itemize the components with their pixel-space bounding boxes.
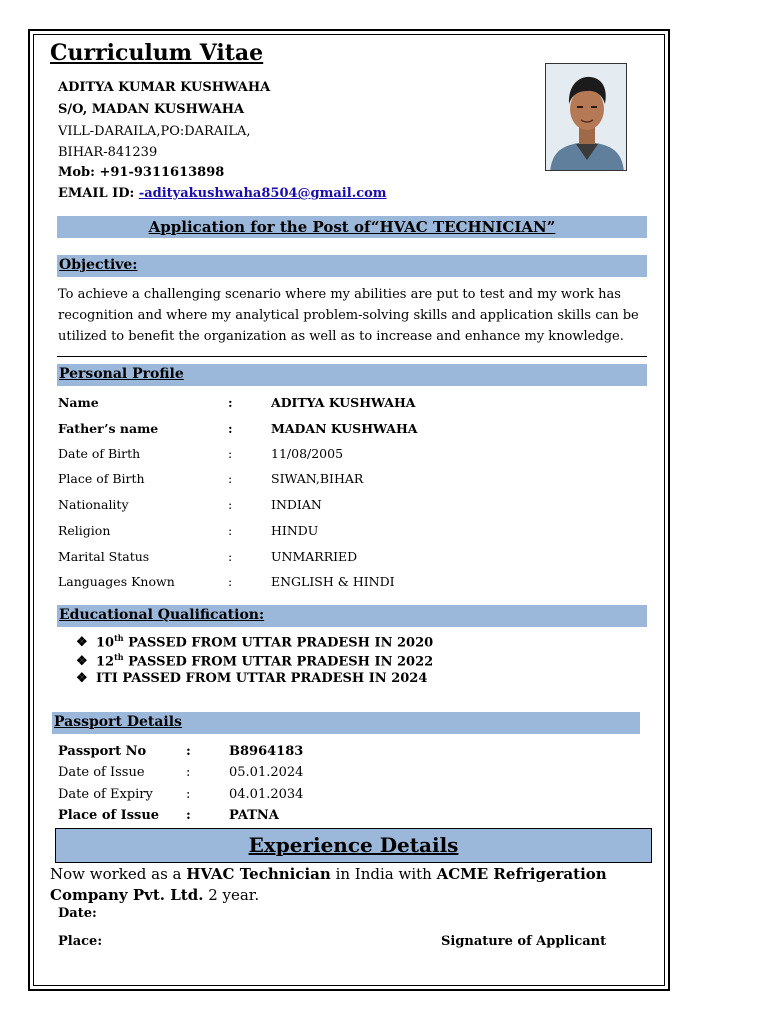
- diamond-bullet-icon: ❖: [76, 654, 88, 670]
- profile-value: HINDU: [271, 523, 319, 538]
- profile-label: Religion: [58, 523, 111, 538]
- profile-value: 11/08/2005: [271, 446, 344, 461]
- passport-value: 05.01.2024: [229, 765, 304, 780]
- passport-label: Passport No: [58, 744, 147, 759]
- application-title: Application for the Post of“HVAC TECHNICIAN”: [148, 218, 556, 236]
- signature-label: Signature of Applicant: [441, 934, 607, 949]
- profile-value: ADITYA KUSHWAHA: [271, 395, 416, 410]
- passport-heading: Passport Details: [54, 714, 182, 730]
- education-bar: [57, 605, 647, 627]
- profile-photo: [545, 63, 627, 171]
- application-banner: [57, 216, 647, 238]
- father-line: S/O, MADAN KUSHWAHA: [58, 102, 245, 117]
- profile-label: Languages Known: [58, 574, 175, 589]
- objective-heading: Objective:: [59, 257, 138, 273]
- passport-value: 04.01.2034: [229, 787, 304, 802]
- profile-colon: :: [228, 446, 233, 461]
- profile-label: Date of Birth: [58, 446, 141, 461]
- passport-value: PATNA: [229, 808, 279, 823]
- place-label: Place:: [58, 934, 103, 949]
- diamond-bullet-icon: ❖: [76, 635, 88, 651]
- profile-value: INDIAN: [271, 497, 322, 512]
- experience-heading: Experience Details: [248, 833, 459, 857]
- passport-label: Date of Issue: [58, 765, 145, 780]
- passport-bar: [52, 712, 640, 734]
- profile-colon: :: [228, 549, 233, 564]
- passport-value: B8964183: [229, 744, 304, 759]
- mobile-line: Mob: +91-9311613898: [58, 165, 225, 180]
- address-line-1: VILL-DARAILA,PO:DARAILA,: [58, 124, 251, 139]
- profile-label: Father’s name: [58, 421, 159, 436]
- profile-label: Marital Status: [58, 549, 150, 564]
- profile-label: Place of Birth: [58, 471, 145, 486]
- objective-text: To achieve a challenging scenario where my abilities are put to test and my work has recognition and where my analytical problem-solving skills and application skills can be utilized to benefit the organization as well as to increase and enhance my knowledge.: [58, 287, 639, 344]
- personal-profile-heading: Personal Profile: [59, 366, 184, 382]
- profile-colon: :: [228, 471, 233, 486]
- profile-colon: :: [228, 395, 233, 410]
- passport-colon: :: [186, 808, 191, 823]
- profile-colon: :: [228, 421, 233, 436]
- email-link[interactable]: -adityakushwaha8504@gmail.com: [138, 186, 387, 201]
- email-line: [58, 186, 387, 201]
- profile-value: SIWAN,BIHAR: [271, 471, 364, 486]
- passport-colon: :: [186, 765, 191, 780]
- address-line-2: BIHAR-841239: [58, 145, 158, 160]
- passport-colon: :: [186, 787, 191, 802]
- profile-label: Nationality: [58, 497, 129, 512]
- profile-value: UNMARRIED: [271, 549, 358, 564]
- profile-label: Name: [58, 395, 99, 410]
- education-heading: Educational Qualification:: [59, 607, 265, 623]
- personal-profile-bar: [57, 364, 647, 386]
- experience-text: Now worked as a HVAC Technician in India with ACME Refrigeration Company Pvt. Ltd. 2 year.: [50, 865, 607, 904]
- date-label: Date:: [58, 906, 97, 921]
- education-item: ❖ 10th PASSED FROM UTTAR PRADESH IN 2020: [76, 633, 434, 651]
- applicant-name: ADITYA KUMAR KUSHWAHA: [58, 80, 271, 95]
- document-title: Curriculum Vitae: [50, 40, 264, 66]
- experience-banner: [55, 828, 652, 863]
- passport-colon: :: [186, 744, 191, 759]
- email-label: EMAIL ID:: [58, 186, 139, 201]
- profile-value: ENGLISH & HINDI: [271, 574, 395, 589]
- profile-colon: :: [228, 574, 233, 589]
- profile-colon: :: [228, 523, 233, 538]
- divider: [57, 356, 647, 357]
- profile-colon: :: [228, 497, 233, 512]
- profile-value: MADAN KUSHWAHA: [271, 421, 418, 436]
- objective-bar: [57, 255, 647, 277]
- diamond-bullet-icon: ❖: [76, 671, 88, 686]
- passport-label: Date of Expiry: [58, 787, 153, 802]
- education-item: ❖ 12th PASSED FROM UTTAR PRADESH IN 2022: [76, 652, 434, 670]
- passport-label: Place of Issue: [58, 808, 160, 823]
- education-item: ❖ ITI PASSED FROM UTTAR PRADESH IN 2024: [76, 671, 428, 686]
